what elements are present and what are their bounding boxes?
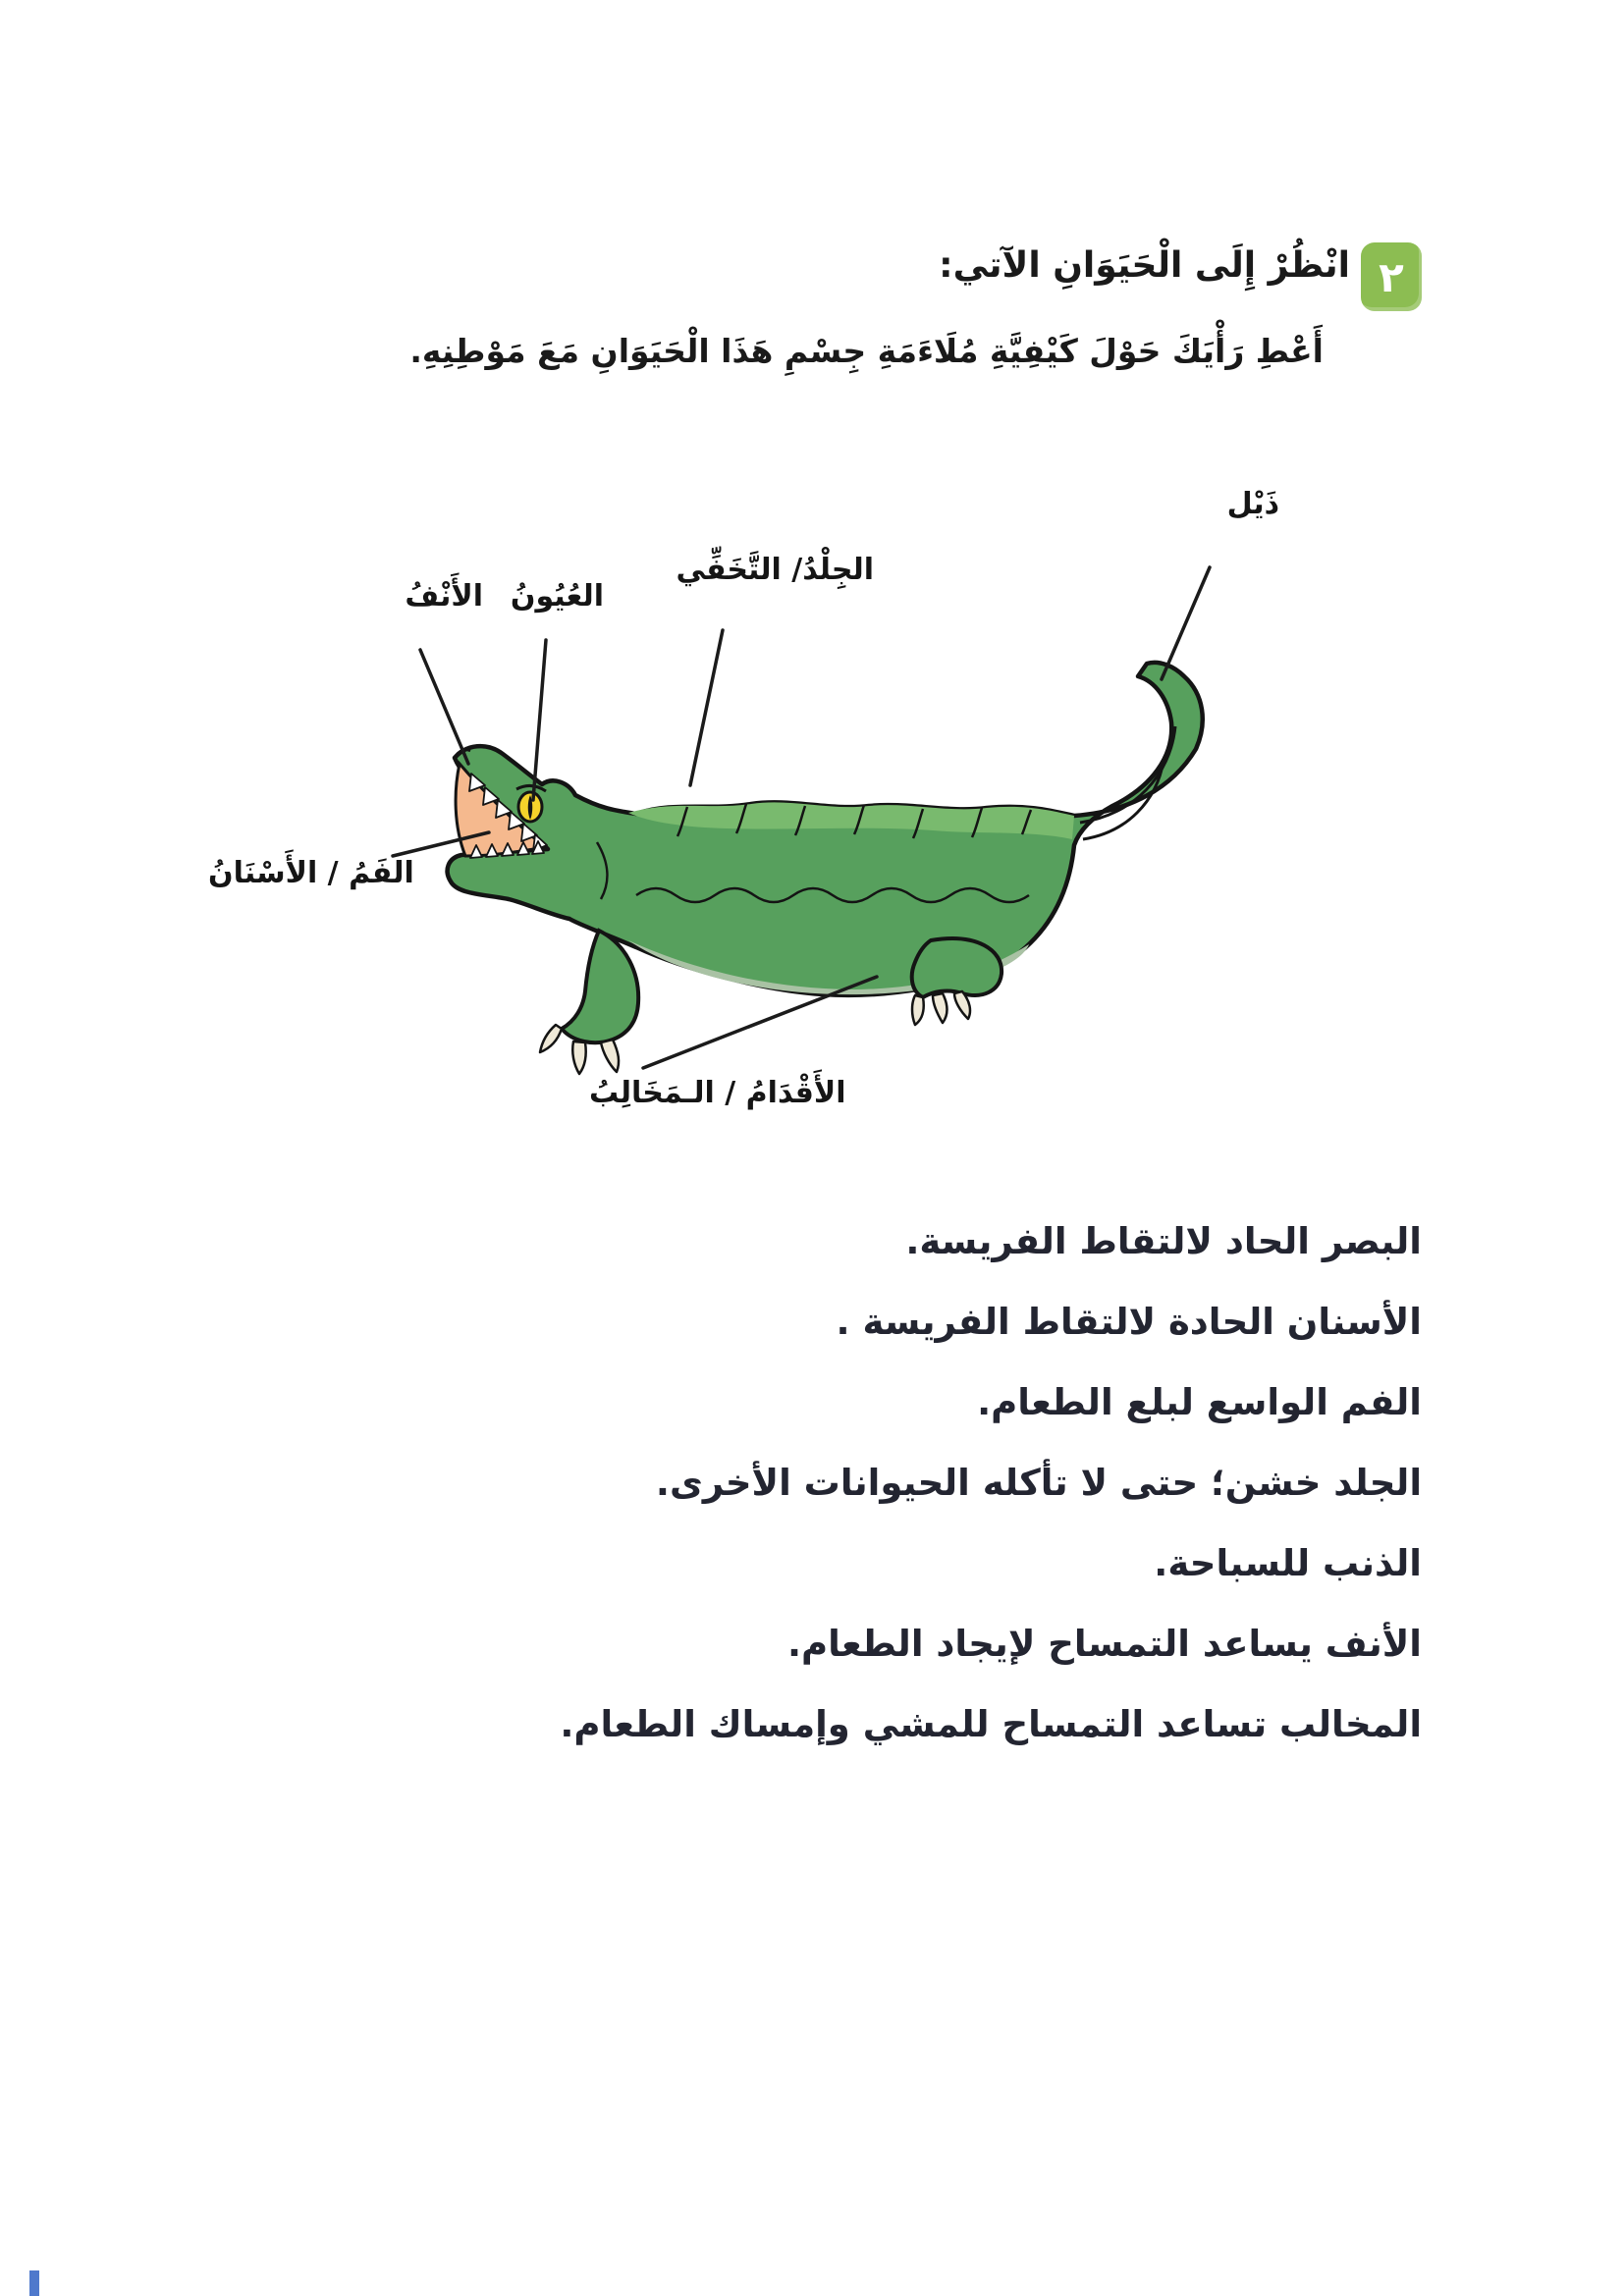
diagram-label-skin: الجِلْدُ/ التَّخَفِّي <box>676 553 874 587</box>
exercise-number: ٢ <box>1379 252 1404 301</box>
crocodile-illustration <box>393 609 1237 1080</box>
answer-line: الأسنان الحادة لالتقاط الفريسة . <box>836 1301 1422 1343</box>
answer-line: الجلد خشن؛ حتى لا تأكله الحيوانات الأخرى. <box>655 1462 1422 1504</box>
exercise-prompt-line2: أَعْطِ رَأْيَكَ حَوْلَ كَيْفِيَّةِ مُلَاءَمَةِ جِسْمِ هَذَا الْحَيَوَانِ مَعَ مَوْطِنِهِ. <box>409 332 1324 370</box>
answer-line: الذنب للسباحة. <box>1154 1542 1422 1584</box>
answer-line: المخالب تساعد التمساح للمشي وإمساك الطعام. <box>560 1703 1422 1745</box>
crocodile-front-leg <box>562 931 638 1042</box>
diagram-label-feet: الأَقْدَامُ / الـمَخَالِبُ <box>589 1076 846 1110</box>
crocodile-body <box>448 663 1203 995</box>
exercise-prompt-line1: انْظُرْ إِلَى الْحَيَوَانِ الآتي: <box>939 245 1350 286</box>
exercise-number-badge <box>1361 242 1422 311</box>
answer-line: البصر الحاد لالتقاط الفريسة. <box>905 1220 1422 1262</box>
page-edge-mark <box>29 2270 39 2296</box>
crocodile-back-claws <box>912 991 970 1025</box>
diagram-label-tail: ذَيْل <box>1226 487 1279 521</box>
answer-line: الفم الواسع لبلع الطعام. <box>977 1381 1422 1423</box>
diagram-label-eyes: العُيُونُ <box>510 579 604 614</box>
answer-line: الأنف يساعد التمساح لإيجاد الطعام. <box>786 1623 1422 1665</box>
crocodile-back-leg <box>912 938 1001 997</box>
diagram-label-mouth: الفَمُ / الأَسْنَانُ <box>208 856 414 890</box>
diagram-label-nose: الأَنْفُ <box>405 579 483 614</box>
